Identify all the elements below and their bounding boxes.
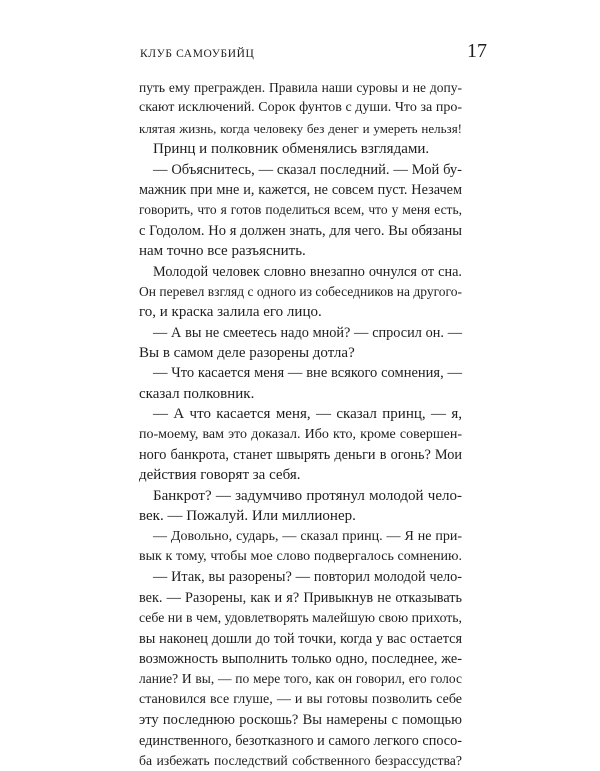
text-line: Принц и полковник обменялись взглядами. — [153, 141, 430, 158]
text-line: ба избежать последствий собственного безрассудства? — [139, 752, 462, 768]
text-line: — Что касается меня — вне всякого сомнения, — — [153, 365, 462, 382]
text-line: — А вы не смеетесь надо мной? — спросил он. — — [153, 324, 462, 341]
text-line: Он перевел взгляд с одного из собеседников на другого- — [139, 283, 462, 299]
running-head: КЛУБ САМОУБИЙЦ — [140, 48, 255, 60]
text-line: — А что касается меня, — сказал принц, — я, — [153, 406, 462, 423]
text-line: вы наконец дошли до той точки, когда у вас остается — [139, 630, 462, 647]
page-number: 17 — [467, 40, 487, 62]
text-line: век. — Разорены, как и я? Привыкнув не отказывать — [139, 589, 462, 606]
text-line: по-моему, вам это доказал. Ибо кто, кроме совершен- — [139, 426, 462, 442]
text-line: го, и краска залила его лицо. — [139, 304, 322, 321]
body-text — [139, 78, 462, 771]
text-line: вык к тому, чтобы мое слово подвергалось сомнению. — [139, 548, 462, 564]
text-line: — Итак, вы разорены? — повторил молодой чело- — [153, 569, 462, 586]
text-line: нам точно все разъяснить. — [139, 243, 306, 260]
text-line: клятая жизнь, когда человеку без денег и умереть нельзя! — [139, 120, 462, 136]
text-line: скают исключений. Сорок фунтов с души. Что за про- — [139, 100, 462, 116]
text-line: лание? И вы, — по мере того, как он говорил, его голос — [139, 671, 462, 687]
text-line: говорить, что я готов поделиться всем, что у меня есть, — [139, 202, 462, 218]
text-line: — Объяснитесь, — сказал последний. — Мой бу- — [153, 161, 462, 178]
text-line: действия говорят за себя. — [139, 467, 301, 484]
text-line: мажник при мне и, кажется, не совсем пуст. Незачем — [139, 181, 462, 198]
text-line: возможность выполнить только одно, последнее, же- — [139, 650, 462, 667]
text-line: век. — Пожалуй. Или миллионер. — [139, 508, 356, 525]
text-line: эту последнюю роскошь? Вы намерены с помощью — [139, 712, 462, 729]
text-line: Банкрот? — задумчиво протянул молодой чело- — [153, 487, 462, 504]
text-line: сказал полковник. — [139, 385, 255, 402]
text-line: с Годолом. Но я должен знать, для чего. Вы обязаны — [139, 222, 462, 239]
text-line: ного банкрота, станет швырять деньги в огонь? Мои — [139, 447, 462, 464]
text-line: себе ни в чем, удовлетворять малейшую свою прихоть, — [139, 610, 462, 626]
text-line: путь ему прегражден. Правила наши суровы и не допу- — [139, 80, 462, 95]
text-line: единственного, безотказного и самого легкого спосо- — [139, 732, 462, 749]
text-line: становился все глуше, — и вы готовы позволить себе — [139, 691, 462, 707]
text-line: Молодой человек словно внезапно очнулся от сна. — [153, 263, 462, 280]
text-line: Вы в самом деле разорены дотла? — [139, 345, 355, 362]
text-line: — Довольно, сударь, — сказал принц. — Я не при- — [153, 528, 462, 544]
